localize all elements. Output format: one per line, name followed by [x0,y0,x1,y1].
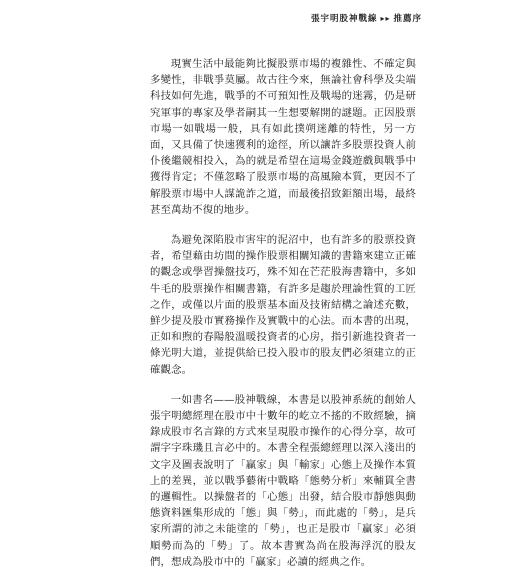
body-text [150,56,416,584]
paragraph-3: 一如書名——股神戰線，本書是以股神系統的創始人張宇明總經理在股市中十數年的屹立不搖的不敗經驗，摘錄成股市名言錄的方式來呈現股市操作的心得分享，故可謂字字珠璣且言必中的。本書全程張總經理以深入淺出的文字及圖表說明了「贏家」與「輸家」心態上及操作本質上的差異，並以戰爭藝術中戰略「態勢分析」來輔貫全書的邏輯性。以操盤者的「心態」出發，結合股市靜態與動態資料匯集形成的「態」與「勢」，而此處的「勢」，是兵家所謂的沛之未能塗的「勢」，也正是股市「贏家」必須順勢而為的「勢」了。故本書實為尚在股海浮沉的股友們，想成為股市中的「贏家」必讀的經典之作。 [150,393,416,568]
section-title: 推薦序 [393,14,422,24]
paragraph-1: 現實生活中最能夠比擬股票市場的複雜性、不確定與多變性，非戰爭莫屬。故古往今來，無論社會科學及尖端科技如何先進，戰爭的不可預知性及戰場的迷霧，仍是研究軍事的專家及學者嗣其一生想要解開的謎題。正因股票市場一如戰場一般，具有如此撲朔迷離的特性，另一方面，又具備了快速獲利的途徑，所以讓許多股票投資人前仆後繼競相投入，為的就是希望在這場金錢遊戲與戰爭中獲得肯定；不僅忽略了股票市場的高風險本質，更因不了解股票市場中人謀詭詐之道，而最後招致鉅額出場，最終甚至萬劫不復的地步。 [150,58,416,216]
paragraph-2: 為避免深陷股市害牢的泥沼中，也有許多的股票投資者，希望藉由坊間的操作股票相關知識的書籍來建立正確的觀念或學習操盤技巧，殊不知在芒茫股海書籍中，多如牛毛的股票操作相關書籍，有許多是趨於理論性質的工匠之作，或僅以片面的股票基本面及技術結構之論述充數，鮮少提及股市實務操作及實戰中的心法。而本書的出現，正如和煦的春陽般溫暖投資者的心房，指引新進投資者一條光明大道，並提供給已投入股市的股友們必須建立的正確觀念。 [150,234,416,376]
book-title: 張宇明股神戰線 [310,14,378,24]
running-header [311,12,422,24]
double-arrow-icon: ▸▸ [380,13,391,23]
